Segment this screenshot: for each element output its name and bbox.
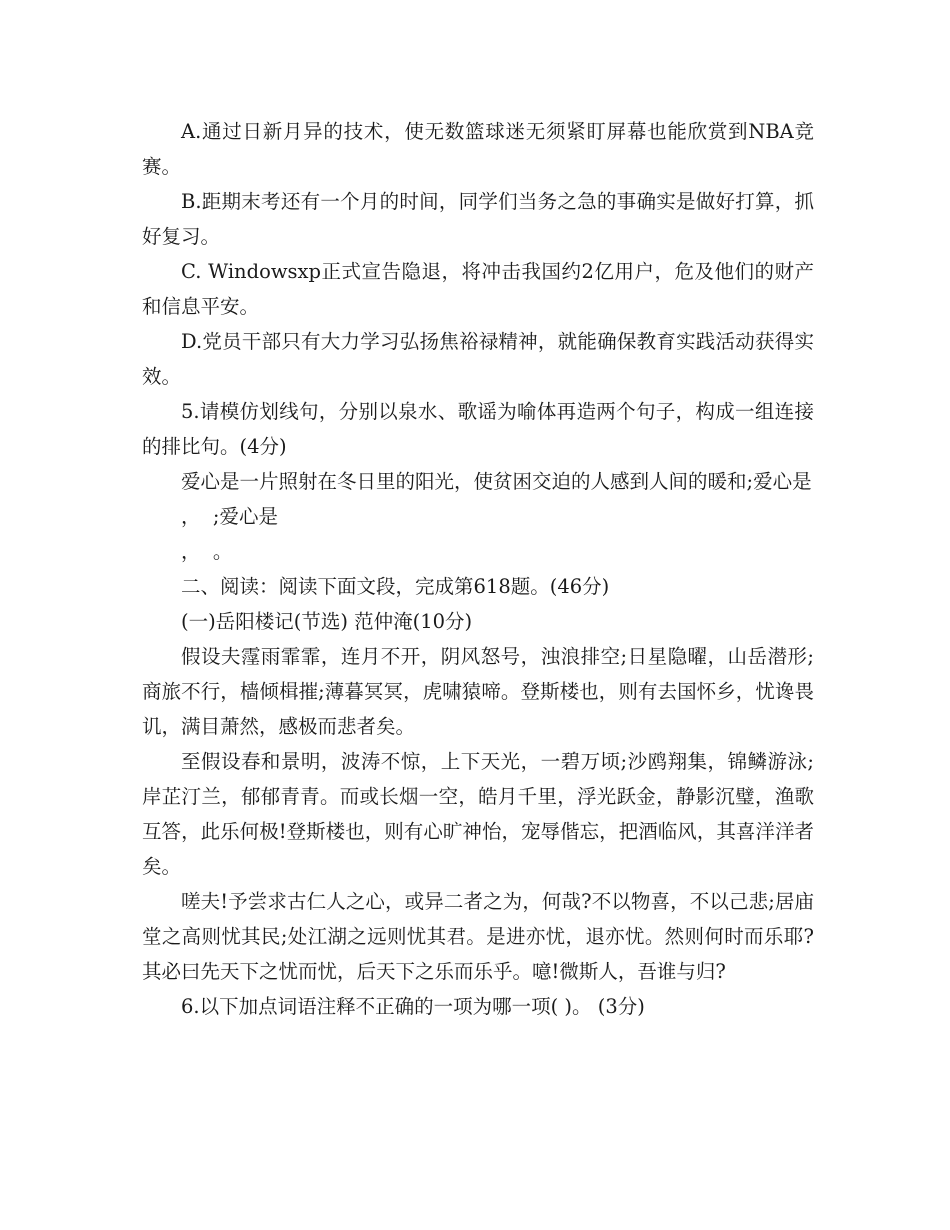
option-b-text: B.距期末考还有一个月的时间，同学们当务之急的事确实是做好打算，抓好复习。 xyxy=(142,190,814,248)
option-a-text: A.通过日新月异的技术，使无数篮球迷无须紧盯屏幕也能欣赏到NBA竞赛。 xyxy=(142,120,814,178)
passage-title: (一)岳阳楼记(节选) 范仲淹(10分) xyxy=(181,610,473,633)
option-c-text: C. Windowsxp正式宣告隐退，将冲击我国约2亿用户，危及他们的财产和信息平安。 xyxy=(142,260,814,318)
passage-paragraph-1: 假设夫霪雨霏霏，连月不开，阴风怒号，浊浪排空;日星隐曜，山岳潜形;商旅不行，樯倾楫摧;薄暮冥冥，虎啸猿啼。登斯楼也，则有去国怀乡，忧谗畏讥，满目萧然，感极而悲者矣。 xyxy=(142,645,814,738)
question-5-text: 5.请模仿划线句，分别以泉水、歌谣为喻体再造两个句子，构成一组连接的排比句。(4分) xyxy=(142,400,814,458)
question-5-blank-2: ， 。 xyxy=(181,540,233,563)
question-5-example: 爱心是一片照射在冬日里的阳光，使贫困交迫的人感到人间的暖和;爱心是 xyxy=(181,470,812,493)
option-d-text: D.党员干部只有大力学习弘扬焦裕禄精神，就能确保教育实践活动获得实效。 xyxy=(142,330,814,388)
passage-paragraph-2: 至假设春和景明，波涛不惊，上下天光，一碧万顷;沙鸥翔集，锦鳞游泳;岸芷汀兰，郁郁青青。而或长烟一空，皓月千里，浮光跃金，静影沉璧，渔歌互答，此乐何极!登斯楼也，则有心旷神怡，宠辱偕忘，把酒临风，其喜洋洋者矣。 xyxy=(142,750,814,878)
question-5-blank-1: ， ;爱心是 xyxy=(181,505,278,528)
document-body xyxy=(142,114,814,1024)
section-heading: 二、阅读：阅读下面文段，完成第618题。(46分) xyxy=(181,575,610,598)
passage-paragraph-3: 嗟夫!予尝求古仁人之心，或异二者之为，何哉?不以物喜，不以己悲;居庙堂之高则忧其民;处江湖之远则忧其君。是进亦忧，退亦忧。然则何时而乐耶?其必曰先天下之忧而忧，后天下之乐而乐乎。噫!微斯人，吾谁与归? xyxy=(142,890,814,983)
question-6-text: 6.以下加点词语注释不正确的一项为哪一项( )。 (3分) xyxy=(181,995,645,1018)
